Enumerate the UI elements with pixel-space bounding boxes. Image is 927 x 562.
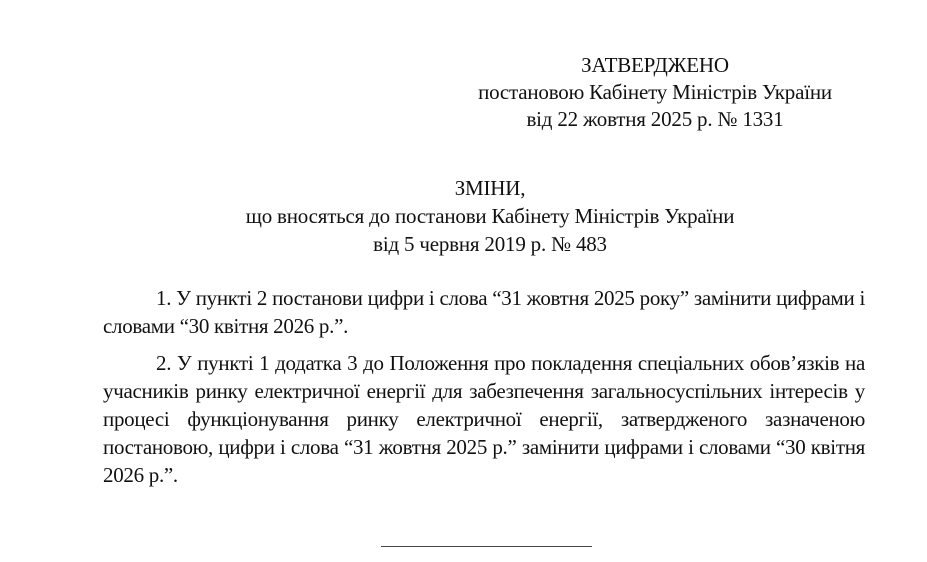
end-separator-line [381,546,592,547]
paragraph-2: 2. У пункті 1 додатка 3 до Положення про покладення спеціальних обов’язків на учасників ринку електричної енергії для забезпечення загальносуспільних інтересів у процесі функціонування ринку електричної енергії, затвердженого зазначеною постановою, цифри і слова “31 жовтня 2025 р.” замінити цифрами і словами “30 квітня 2026 р.”. [103,351,865,487]
document-body [103,284,865,489]
approval-title: ЗАТВЕРДЖЕНО [581,53,729,77]
document-heading [190,174,790,258]
approval-stamp [440,52,870,133]
paragraph-1: 1. У пункті 2 постанови цифри і слова “31 жовтня 2025 року” замінити цифрами і словами “30 квітня 2026 р.”. [103,286,865,338]
document-subtitle: що вносяться до постанови Кабінету Міністрів України [245,204,735,228]
approval-issuer: постановою Кабінету Міністрів України [478,80,832,104]
document-reference: від 5 червня 2019 р. № 483 [373,232,607,256]
approval-date-number: від 22 жовтня 2025 р. № 1331 [526,107,784,131]
document-title: ЗМІНИ, [454,176,526,200]
